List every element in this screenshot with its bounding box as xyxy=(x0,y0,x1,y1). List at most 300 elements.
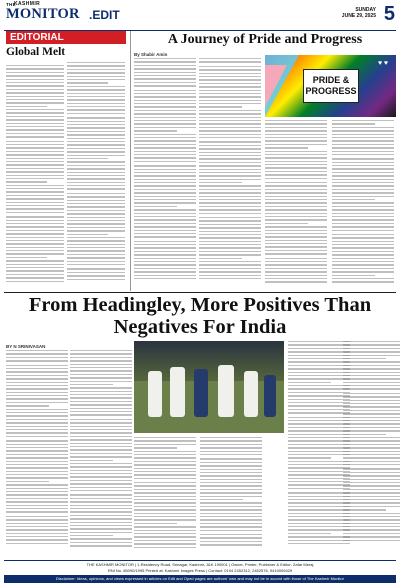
body-text-line xyxy=(6,75,64,76)
body-text-line xyxy=(265,233,327,234)
editorial-section-label: EDITORIAL xyxy=(6,31,126,44)
body-text-line xyxy=(343,358,386,359)
sports-body-column-1 xyxy=(6,350,68,555)
body-text-line xyxy=(134,254,196,255)
body-text-line xyxy=(6,164,64,165)
body-text-line xyxy=(6,250,64,251)
body-text-line xyxy=(343,489,400,490)
body-text-line xyxy=(288,481,350,482)
body-text-line xyxy=(6,477,68,478)
body-text-line xyxy=(67,182,125,183)
body-text-line xyxy=(6,508,68,509)
body-text-line xyxy=(134,75,196,76)
feature-body-column-4 xyxy=(332,120,394,290)
body-text-line xyxy=(199,175,261,176)
body-text-line xyxy=(199,264,261,265)
body-text-line xyxy=(67,138,125,139)
body-text-line xyxy=(288,533,331,534)
body-text-line xyxy=(134,58,196,59)
body-text-line xyxy=(134,461,196,462)
body-text-line xyxy=(134,278,196,279)
body-text-line xyxy=(6,533,68,534)
body-text-line xyxy=(332,158,394,159)
body-text-line xyxy=(70,377,132,378)
body-text-line xyxy=(343,533,400,534)
body-text-line xyxy=(6,208,64,209)
body-text-line xyxy=(70,515,132,516)
body-text-line xyxy=(6,378,68,379)
body-text-line xyxy=(199,192,261,193)
body-text-line xyxy=(6,432,68,433)
body-text-line xyxy=(6,385,68,386)
body-text-line xyxy=(67,131,125,132)
body-text-line xyxy=(134,509,196,510)
body-text-line xyxy=(134,130,177,131)
body-text-line xyxy=(6,102,64,103)
body-text-line xyxy=(265,174,327,175)
body-text-line xyxy=(288,523,350,524)
body-text-line xyxy=(288,402,350,403)
issue-day: SUNDAY xyxy=(355,7,376,13)
body-text-line xyxy=(134,147,196,148)
body-text-line xyxy=(6,144,64,145)
body-text-line xyxy=(67,268,125,269)
body-text-line xyxy=(288,434,350,435)
body-text-line xyxy=(332,247,394,248)
body-text-line xyxy=(134,275,196,276)
body-text-line xyxy=(67,261,125,262)
logo-the: THE xyxy=(6,2,16,7)
body-text-line xyxy=(200,523,262,524)
body-text-line xyxy=(199,76,261,77)
body-text-line xyxy=(6,257,47,258)
body-text-line xyxy=(70,426,132,427)
body-text-line xyxy=(70,387,132,388)
body-text-line xyxy=(200,519,262,520)
body-text-line xyxy=(6,371,68,372)
body-text-line xyxy=(134,82,196,83)
body-text-line xyxy=(67,227,125,228)
footer-imprint: THE KASHMIR MONITOR | 1-Residency Road, Srinagar, Kashmir, J&K 190001 | Owner, Printer, Publisher & Editor: Zafar Meraj xyxy=(86,562,314,567)
body-text-line xyxy=(70,408,132,409)
body-text-line xyxy=(343,440,400,441)
cricket-photo xyxy=(134,341,284,433)
body-text-line xyxy=(343,427,400,428)
pride-flag-image xyxy=(265,55,396,117)
body-text-line xyxy=(67,79,125,80)
body-text-line xyxy=(288,529,350,530)
body-text-line xyxy=(134,454,196,455)
body-text-line xyxy=(70,391,132,392)
body-text-line xyxy=(6,212,64,213)
body-text-line xyxy=(199,217,261,218)
body-text-line xyxy=(70,538,132,539)
body-text-line xyxy=(199,209,261,210)
body-text-line xyxy=(288,471,350,472)
body-text-line xyxy=(199,258,242,259)
body-text-line xyxy=(265,246,327,247)
body-text-line xyxy=(288,344,350,345)
body-text-line xyxy=(6,126,64,127)
body-text-line xyxy=(199,127,261,128)
body-text-line xyxy=(67,275,125,276)
body-text-line xyxy=(134,258,196,259)
body-text-line xyxy=(70,384,113,385)
body-text-line xyxy=(134,172,196,173)
body-text-line xyxy=(70,470,132,471)
body-text-line xyxy=(265,268,327,269)
body-text-line xyxy=(6,481,49,482)
body-text-line xyxy=(6,505,68,506)
body-text-line xyxy=(70,432,132,433)
body-text-line xyxy=(199,179,261,180)
body-text-line xyxy=(200,475,262,476)
body-text-line xyxy=(265,199,327,200)
body-text-line xyxy=(67,200,125,201)
body-text-line xyxy=(67,272,125,273)
body-text-line xyxy=(265,243,327,244)
body-text-line xyxy=(288,509,350,510)
body-text-line xyxy=(134,213,196,214)
body-text-line xyxy=(343,540,400,541)
body-text-line xyxy=(200,462,262,463)
body-text-line xyxy=(332,271,394,272)
body-text-line xyxy=(200,485,262,486)
body-text-line xyxy=(134,96,196,97)
body-text-line xyxy=(332,223,394,224)
body-text-line xyxy=(6,529,68,530)
body-text-line xyxy=(200,541,262,542)
body-text-line xyxy=(67,257,125,258)
body-text-line xyxy=(200,537,262,538)
body-text-line xyxy=(6,116,64,117)
body-text-line xyxy=(343,472,400,473)
body-text-line xyxy=(332,261,394,262)
body-text-line xyxy=(6,106,47,107)
body-text-line xyxy=(134,464,196,465)
body-text-line xyxy=(67,65,125,66)
body-text-line xyxy=(343,375,400,376)
body-text-line xyxy=(70,473,132,474)
body-text-line xyxy=(343,516,400,517)
body-text-line xyxy=(332,130,394,131)
body-text-line xyxy=(199,79,261,80)
body-text-line xyxy=(332,165,394,166)
body-text-line xyxy=(265,147,308,148)
body-text-line xyxy=(200,499,243,500)
body-text-line xyxy=(332,230,394,231)
feature-headline: A Journey of Pride and Progress xyxy=(167,32,363,47)
body-text-line xyxy=(343,434,386,435)
body-text-line xyxy=(288,474,350,475)
body-text-line xyxy=(332,219,394,220)
body-text-line xyxy=(200,458,262,459)
body-text-line xyxy=(288,484,350,485)
body-text-line xyxy=(265,130,327,131)
body-text-line xyxy=(67,109,125,110)
body-text-line xyxy=(70,453,132,454)
body-text-line xyxy=(199,224,261,225)
body-text-line xyxy=(343,461,400,462)
body-text-line xyxy=(70,446,132,447)
body-text-line xyxy=(199,86,261,87)
body-text-line xyxy=(70,535,113,536)
body-text-line xyxy=(6,526,68,527)
body-text-line xyxy=(265,154,327,155)
body-text-line xyxy=(134,110,196,111)
body-text-line xyxy=(265,213,327,214)
body-text-line xyxy=(265,253,327,254)
body-text-line xyxy=(70,528,132,529)
body-text-line xyxy=(134,437,196,438)
body-text-line xyxy=(134,144,196,145)
body-text-line xyxy=(332,258,394,259)
body-text-line xyxy=(67,206,125,207)
body-text-line xyxy=(200,472,262,473)
body-text-line xyxy=(6,501,68,502)
body-text-line xyxy=(332,137,394,138)
body-text-line xyxy=(200,437,262,438)
body-text-line xyxy=(200,469,262,470)
body-text-line xyxy=(134,182,196,183)
body-text-line xyxy=(288,385,350,386)
body-text-line xyxy=(67,141,125,142)
body-text-line xyxy=(265,167,327,168)
body-text-line xyxy=(70,364,132,365)
body-text-line xyxy=(288,467,350,468)
body-text-line xyxy=(134,457,196,458)
body-text-line xyxy=(134,233,196,234)
editorial-title: Global Melt xyxy=(6,46,66,58)
body-text-line xyxy=(200,534,262,535)
body-text-line xyxy=(200,544,262,545)
sports-body-column-3 xyxy=(134,437,196,555)
body-text-line xyxy=(265,178,327,179)
body-text-line xyxy=(70,463,132,464)
body-text-line xyxy=(199,241,261,242)
body-text-line xyxy=(6,85,64,86)
body-text-line xyxy=(288,388,350,389)
body-text-line xyxy=(6,133,64,134)
body-text-line xyxy=(67,203,125,204)
body-text-line xyxy=(200,440,262,441)
body-text-line xyxy=(199,83,261,84)
body-text-line xyxy=(288,341,350,342)
body-text-line xyxy=(134,65,196,66)
body-text-line xyxy=(199,117,261,118)
body-text-line xyxy=(332,192,394,193)
body-text-line xyxy=(199,220,261,221)
body-text-line xyxy=(288,348,350,349)
body-text-line xyxy=(200,502,262,503)
player-figure xyxy=(148,371,162,417)
body-text-line xyxy=(67,151,125,152)
body-text-line xyxy=(134,103,196,104)
body-text-line xyxy=(6,223,64,224)
body-text-line xyxy=(67,148,125,149)
body-text-line xyxy=(67,223,125,224)
body-text-line xyxy=(134,68,196,69)
body-text-line xyxy=(288,351,350,352)
body-text-line xyxy=(200,489,262,490)
body-text-line xyxy=(6,457,68,458)
body-text-line xyxy=(343,475,400,476)
body-text-line xyxy=(288,358,350,359)
body-text-line xyxy=(288,526,350,527)
body-text-line xyxy=(134,547,196,548)
body-text-line xyxy=(134,78,196,79)
feature-body-column-2 xyxy=(199,58,261,290)
body-text-line xyxy=(288,378,350,379)
body-text-line xyxy=(70,394,132,395)
body-text-line xyxy=(200,479,262,480)
body-text-line xyxy=(70,357,132,358)
body-text-line xyxy=(265,144,327,145)
body-text-line xyxy=(6,65,64,66)
body-text-line xyxy=(200,509,262,510)
body-text-line xyxy=(6,136,64,137)
body-text-line xyxy=(70,494,132,495)
body-text-line xyxy=(265,164,327,165)
body-text-line xyxy=(288,412,350,413)
body-text-line xyxy=(199,206,261,207)
body-text-line xyxy=(70,370,132,371)
body-text-line xyxy=(6,240,64,241)
body-text-line xyxy=(134,523,177,524)
body-text-line xyxy=(6,360,68,361)
body-text-line xyxy=(6,154,64,155)
body-text-line xyxy=(67,193,125,194)
body-text-line xyxy=(343,403,400,404)
body-text-line xyxy=(199,202,261,203)
body-text-line xyxy=(134,192,196,193)
body-text-line xyxy=(134,236,196,237)
body-text-line xyxy=(199,96,261,97)
body-text-line xyxy=(199,100,261,101)
body-text-line xyxy=(343,464,400,465)
body-text-line xyxy=(6,382,68,383)
body-text-line xyxy=(70,419,132,420)
body-text-line xyxy=(134,536,196,537)
page-number: 5 xyxy=(383,3,395,25)
body-text-line xyxy=(265,261,327,262)
body-text-line xyxy=(134,209,196,210)
body-text-line xyxy=(343,519,400,520)
body-text-line xyxy=(288,451,350,452)
body-text-line xyxy=(134,526,196,527)
body-text-line xyxy=(6,89,64,90)
body-text-line xyxy=(200,516,262,517)
body-text-line xyxy=(343,447,400,448)
body-text-line xyxy=(67,234,108,235)
body-text-line xyxy=(288,437,350,438)
body-text-line xyxy=(343,393,400,394)
body-text-line xyxy=(288,392,350,393)
body-text-line xyxy=(134,268,196,269)
body-text-line xyxy=(134,189,196,190)
sports-body-column-5 xyxy=(288,341,350,555)
body-text-line xyxy=(6,226,64,227)
body-text-line xyxy=(134,134,196,135)
body-text-line xyxy=(70,511,132,512)
body-text-line xyxy=(6,112,64,113)
body-text-line xyxy=(134,151,196,152)
body-text-line xyxy=(343,372,400,373)
body-text-line xyxy=(199,189,261,190)
body-text-line xyxy=(134,540,196,541)
body-text-line xyxy=(6,72,64,73)
body-text-line xyxy=(343,361,400,362)
body-text-line xyxy=(134,230,196,231)
body-text-line xyxy=(265,127,327,128)
body-text-line xyxy=(6,350,68,351)
body-text-line xyxy=(199,123,261,124)
body-text-line xyxy=(134,117,196,118)
body-text-line xyxy=(70,436,132,437)
body-text-line xyxy=(199,90,261,91)
body-text-line xyxy=(67,279,125,280)
body-text-line xyxy=(134,261,196,262)
body-text-line xyxy=(343,406,400,407)
body-text-line xyxy=(265,137,327,138)
body-text-line xyxy=(199,155,261,156)
body-text-line xyxy=(6,398,68,399)
body-text-line xyxy=(6,220,64,221)
body-text-line xyxy=(67,134,125,135)
body-text-line xyxy=(288,496,350,497)
body-text-line xyxy=(6,353,68,354)
body-text-line xyxy=(67,230,125,231)
body-text-line xyxy=(70,439,132,440)
body-text-line xyxy=(199,162,261,163)
body-text-line xyxy=(343,506,400,507)
body-text-line xyxy=(134,169,196,170)
body-text-line xyxy=(343,444,400,445)
body-text-line xyxy=(343,355,400,356)
footer-contact: RNI No. 65090/1995 Printed at: Kashmir Images Press | Contact: 0194 2452312, 2452576, 9419009429 xyxy=(107,568,293,573)
column-divider xyxy=(130,31,131,291)
body-text-line xyxy=(200,526,262,527)
body-text-line xyxy=(343,454,400,455)
body-text-line xyxy=(67,106,125,107)
body-text-line xyxy=(199,278,261,279)
body-text-line xyxy=(343,451,400,452)
feature-byline: By Shabir Amin xyxy=(134,52,168,57)
body-text-line xyxy=(199,120,261,121)
body-text-line xyxy=(6,198,64,199)
body-text-line xyxy=(288,440,350,441)
body-text-line xyxy=(6,151,64,152)
body-text-line xyxy=(67,121,125,122)
body-text-line xyxy=(265,157,327,158)
body-text-line xyxy=(343,378,400,379)
body-text-line xyxy=(6,474,68,475)
body-text-line xyxy=(134,516,196,517)
body-text-line xyxy=(332,144,394,145)
body-text-line xyxy=(6,129,64,130)
body-text-line xyxy=(70,480,132,481)
body-text-line xyxy=(288,502,350,503)
editorial-body-column-2 xyxy=(67,62,125,290)
body-text-line xyxy=(134,471,196,472)
body-text-line xyxy=(265,219,327,220)
body-text-line xyxy=(134,61,196,62)
body-text-line xyxy=(6,467,68,468)
body-text-line xyxy=(288,427,350,428)
body-text-line xyxy=(134,113,196,114)
body-text-line xyxy=(134,226,196,227)
body-text-line xyxy=(199,182,242,183)
